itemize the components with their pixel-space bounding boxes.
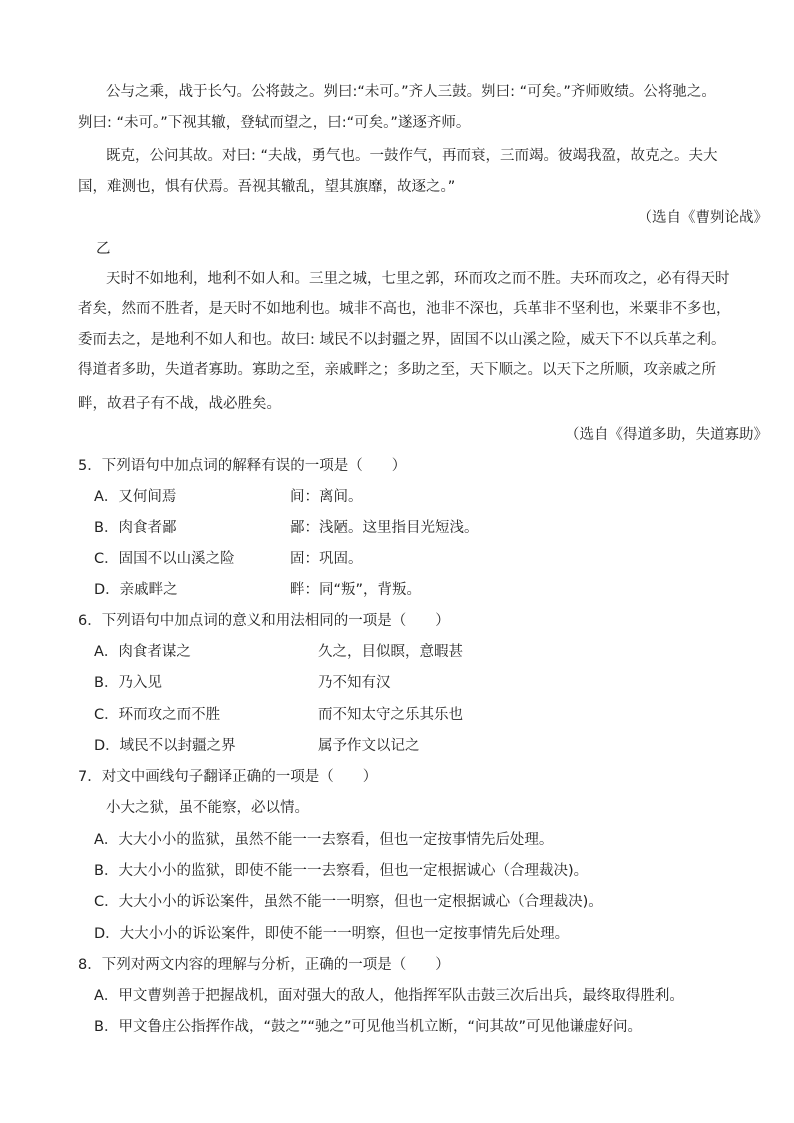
passage-b-label: 乙	[96, 241, 111, 257]
passage-b-line: 畔，故君子有不战，战必胜矣。	[78, 396, 281, 412]
option-text: A．肉食者谋之	[94, 644, 191, 660]
question-7-stem: 7．对文中画线句子翻译正确的一项是（ ）	[78, 769, 378, 785]
option-note: 久之，目似瞑，意暇甚	[318, 644, 463, 660]
option-note: 属予作文以记之	[318, 738, 420, 754]
q6-option-d	[94, 736, 794, 756]
option-note: 固：巩固。	[290, 551, 363, 567]
passage-a-source: （选自《曹刿论战》	[637, 210, 768, 226]
q7-option-d: D．大大小小的诉讼案件，即使不能一一明察，但也一定按事情先后处理。	[94, 926, 570, 942]
passage-a-line: 刿曰: “未可。”下视其辙，登轼而望之，曰:“可矣。”遂逐齐师。	[78, 115, 471, 131]
q6-option-a	[94, 642, 794, 662]
option-text: D．亲戚畔之	[94, 582, 178, 598]
q8-option-a: A．甲文曹刿善于把握战机，面对强大的敌人，他指挥军队击鼓三次后出兵，最终取得胜利。	[94, 988, 684, 1004]
passage-b-line: 天时不如地利，地利不如人和。三里之城，七里之郭，环而攻之而不胜。夫环而攻之，必有得天时	[106, 271, 730, 287]
option-text: B．乃入见	[94, 675, 162, 691]
option-note: 而不知太守之乐其乐也	[318, 707, 463, 723]
q7-option-c: C．大大小小的诉讼案件，虽然不能一一明察，但也一定根据诚心（合理裁决)。	[94, 894, 603, 910]
option-note: 鄙：浅陋。这里指目光短浅。	[290, 520, 479, 536]
q5-option-c	[94, 549, 794, 569]
q5-option-d	[94, 580, 794, 600]
option-text: A．又何间焉	[94, 489, 177, 505]
question-6-stem: 6．下列语句中加点词的意义和用法相同的一项是（ ）	[78, 613, 450, 629]
q7-quoted-sentence: 小大之狱，虽不能察，必以情。	[106, 800, 309, 816]
q6-option-b	[94, 673, 794, 693]
q5-option-b	[94, 518, 794, 538]
passage-b-line: 委而去之，是地利不如人和也。故曰: 域民不以封疆之界，固国不以山溪之险，威天下不以兵革之利。	[78, 332, 726, 348]
passage-b-line: 者矣，然而不胜者，是天时不如地利也。城非不高也，池非不深也，兵革非不坚利也，米粟非不多也，	[78, 301, 731, 317]
option-note: 乃不知有汉	[318, 675, 391, 691]
passage-b-line: 得道者多助，失道者寡助。寡助之至，亲戚畔之；多助之至，天下顺之。以天下之所顺，攻亲戚之所	[78, 362, 716, 378]
q8-option-b: B．甲文鲁庄公指挥作战，“鼓之”“驰之”可见他当机立断，“问其故”可见他谦虚好问。	[94, 1019, 643, 1035]
q6-option-c	[94, 705, 794, 725]
option-text: D．域民不以封疆之界	[94, 738, 236, 754]
q7-option-b: B．大大小小的监狱，即使不能一一去察看，但也一定根据诚心（合理裁决)。	[94, 863, 589, 879]
passage-b-source: （选自《得道多助，失道寡助》	[565, 427, 768, 443]
passage-a-line: 国，难测也，惧有伏焉。吾视其辙乱，望其旗靡，故逐之。”	[78, 179, 456, 195]
passage-a-line: 既克，公问其故。对曰: “夫战，勇气也。一鼓作气，再而衰，三而竭。彼竭我盈，故克之。夫大	[106, 148, 718, 164]
q7-option-a: A．大大小小的监狱，虽然不能一一去察看，但也一定按事情先后处理。	[94, 832, 554, 848]
passage-a-line: 公与之乘，战于长勺。公将鼓之。刿曰:“未可。”齐人三鼓。刿曰: “可矣。”齐师败绩。公将驰之。	[106, 84, 716, 100]
option-note: 畔：同“叛”，背叛。	[290, 582, 422, 598]
question-8-stem: 8．下列对两文内容的理解与分析，正确的一项是（ ）	[78, 957, 450, 973]
option-note: 间：离间。	[290, 489, 363, 505]
option-text: C．固国不以山溪之险	[94, 551, 235, 567]
option-text: B．肉食者鄙	[94, 520, 177, 536]
question-5-stem: 5．下列语句中加点词的解释有误的一项是（ ）	[78, 458, 407, 474]
option-text: C．环而攻之而不胜	[94, 707, 221, 723]
q5-option-a	[94, 487, 794, 507]
